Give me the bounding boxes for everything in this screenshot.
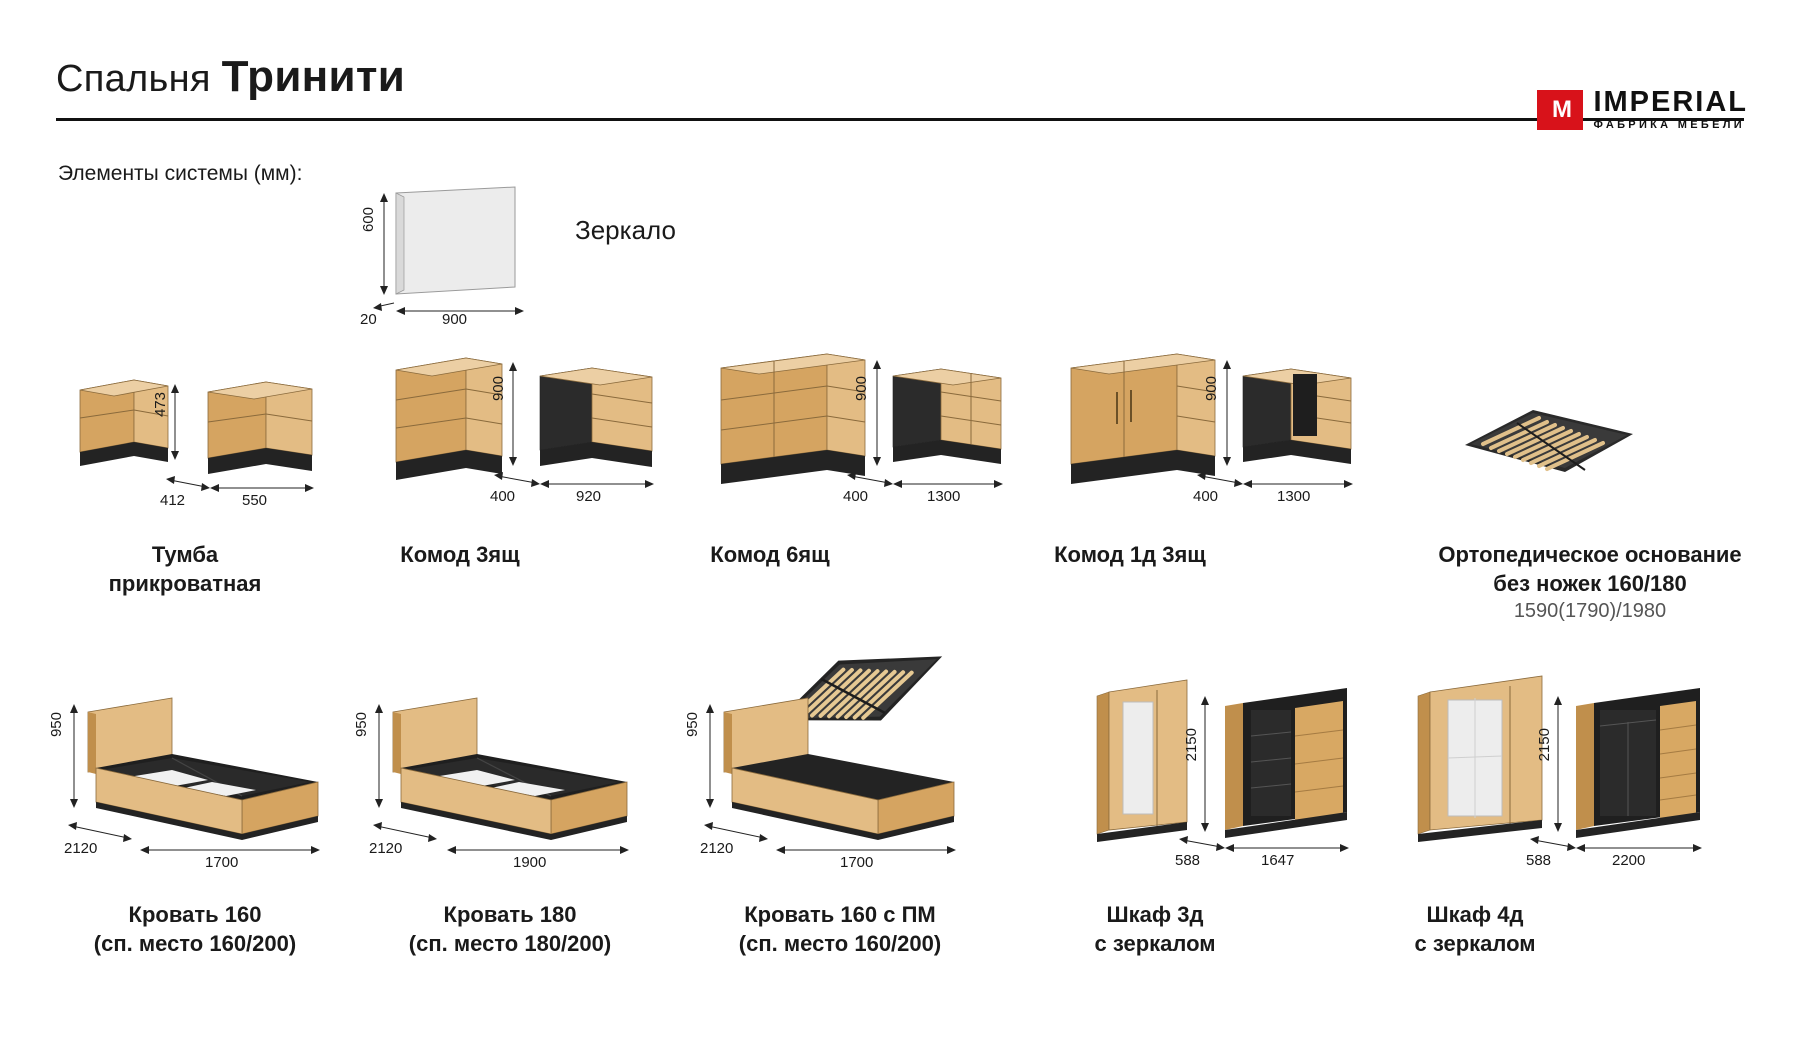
item-dresser-3 xyxy=(380,350,670,505)
orthopedic-base-caption xyxy=(1390,540,1790,624)
mirror-label: Зеркало xyxy=(575,215,676,245)
bed160-caption-line2: (сп. место 160/200) xyxy=(93,931,297,957)
logo-name: IMPERIAL xyxy=(1593,86,1748,118)
dresser1d3-dim-depth: 400 xyxy=(1193,488,1219,505)
wardrobe4d-caption-line2: с зеркалом xyxy=(1414,931,1536,957)
wardrobe3d-dim-height: 2150 xyxy=(1183,728,1200,762)
wardrobe4d-dim-width: 2200 xyxy=(1612,852,1646,869)
bed160-dim-height: 950 xyxy=(48,712,65,738)
item-mirror xyxy=(360,185,930,350)
wardrobe3d-illustration xyxy=(1075,670,1365,860)
wardrobe4d-dim-height: 2150 xyxy=(1536,728,1553,762)
logo-tagline: ФАБРИКА МЕБЕЛИ xyxy=(1593,119,1745,131)
bed160pm-dim-width: 1700 xyxy=(840,854,874,871)
header-divider xyxy=(56,118,1744,121)
wardrobe4d-caption xyxy=(1355,900,1595,958)
orthopedic-base-caption-line1: Ортопедическое основание xyxy=(1438,542,1742,567)
page-title-prefix: Спальня xyxy=(56,58,211,100)
dresser1d3-illustration xyxy=(1055,350,1365,500)
wardrobe3d-dim-depth: 588 xyxy=(1175,852,1201,869)
dresser1d3-dim-height: 900 xyxy=(1203,376,1220,402)
dresser6-dim-depth: 400 xyxy=(843,488,869,505)
orthopedic-base-caption-line2: без ножек 160/180 xyxy=(1493,571,1687,597)
bed160pm-dim-depth: 2120 xyxy=(700,840,734,857)
page-header xyxy=(0,0,1800,150)
page-title-main: Тринити xyxy=(221,52,406,101)
bed160-dim-depth: 2120 xyxy=(64,840,98,857)
item-wardrobe-4d xyxy=(1400,670,1720,869)
item-orthopedic-base xyxy=(1455,400,1655,495)
dresser3-dim-depth: 400 xyxy=(490,488,516,505)
dresser1d3-caption-line1: Комод 1д 3ящ xyxy=(1054,542,1206,567)
wardrobe4d-caption-line1: Шкаф 4д xyxy=(1426,902,1524,927)
section-subtitle: Элементы системы (мм): xyxy=(58,162,303,185)
item-wardrobe-3d xyxy=(1075,670,1365,869)
nightstand-dim-depth: 412 xyxy=(160,492,186,509)
dresser6-caption xyxy=(640,540,900,569)
bed160-caption xyxy=(55,900,335,958)
bed180-dim-height: 950 xyxy=(353,712,370,738)
wardrobe3d-caption-line2: с зеркалом xyxy=(1094,931,1216,957)
nightstand-dim-height: 473 xyxy=(152,392,169,418)
bed160-caption-line1: Кровать 160 xyxy=(128,902,262,927)
item-nightstand xyxy=(60,370,330,509)
dresser6-dim-width: 1300 xyxy=(927,488,961,505)
bed160pm-dim-height: 950 xyxy=(684,712,701,738)
item-bed-180 xyxy=(353,690,665,885)
bed160pm-illustration xyxy=(700,650,1010,880)
mirror-dim-width: 900 xyxy=(442,311,468,328)
dresser3-illustration xyxy=(380,350,670,500)
item-dresser-1d3 xyxy=(1055,350,1365,505)
logo-mark-icon: M xyxy=(1537,90,1583,130)
bed180-dim-width: 1900 xyxy=(513,854,547,871)
dresser3-caption xyxy=(330,540,590,569)
item-dresser-6 xyxy=(705,350,1015,505)
nightstand-caption-line1: Тумба xyxy=(151,542,219,567)
bed180-dim-depth: 2120 xyxy=(369,840,403,857)
bed180-illustration xyxy=(365,690,665,880)
dresser3-caption-line1: Комод 3ящ xyxy=(400,542,520,567)
bed160pm-caption-line1: Кровать 160 с ПМ xyxy=(744,902,936,927)
bed160-dim-width: 1700 xyxy=(205,854,239,871)
logo-text xyxy=(1593,88,1748,131)
dresser3-dim-width: 920 xyxy=(576,488,602,505)
dresser6-caption-line1: Комод 6ящ xyxy=(710,542,830,567)
nightstand-caption xyxy=(55,540,315,598)
nightstand-dim-width: 550 xyxy=(242,492,268,509)
bed180-caption-line2: (сп. место 180/200) xyxy=(408,931,612,957)
dresser1d3-caption xyxy=(1000,540,1260,569)
bed180-caption-line1: Кровать 180 xyxy=(443,902,577,927)
dresser1d3-dim-width: 1300 xyxy=(1277,488,1311,505)
bed180-caption xyxy=(370,900,650,958)
wardrobe4d-dim-depth: 588 xyxy=(1526,852,1552,869)
brand-logo xyxy=(1537,88,1748,131)
bed160pm-caption-line2: (сп. место 160/200) xyxy=(738,931,942,957)
item-bed-160-pm xyxy=(684,650,1010,885)
item-bed-160 xyxy=(48,690,360,885)
orthopedic-base-caption-line3: 1590(1790)/1980 xyxy=(1513,600,1667,623)
dresser6-illustration xyxy=(705,350,1015,500)
bed160pm-caption xyxy=(690,900,990,958)
orthopedic-base-illustration xyxy=(1455,400,1655,490)
wardrobe3d-dim-width: 1647 xyxy=(1261,852,1295,869)
wardrobe4d-illustration xyxy=(1400,670,1720,860)
mirror-dim-height: 600 xyxy=(360,207,377,233)
dresser6-dim-height: 900 xyxy=(853,376,870,402)
page-title xyxy=(56,52,405,102)
bed160-illustration xyxy=(60,690,360,880)
nightstand-caption-line2: прикроватная xyxy=(108,571,262,597)
wardrobe3d-caption-line1: Шкаф 3д xyxy=(1106,902,1204,927)
dresser3-dim-height: 900 xyxy=(490,376,507,402)
nightstand-illustration xyxy=(60,370,330,500)
mirror-dim-depth: 20 xyxy=(360,311,377,328)
wardrobe3d-caption xyxy=(1035,900,1275,958)
